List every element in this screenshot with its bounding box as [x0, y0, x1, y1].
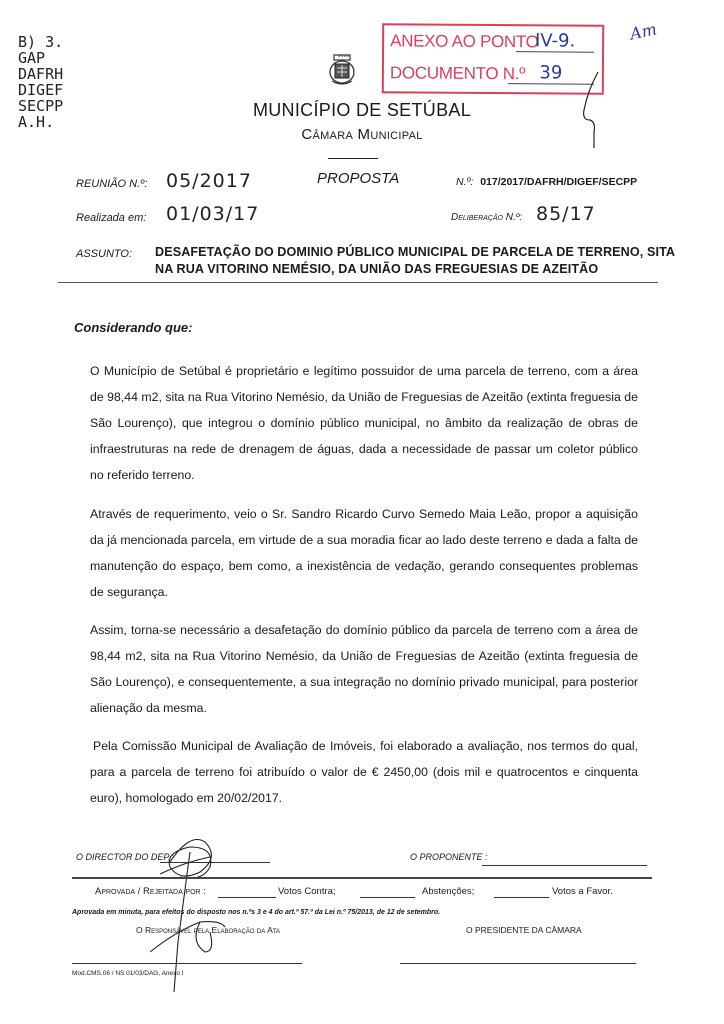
deliberation-value: 85/17 [536, 203, 596, 225]
stamp-annex-value: IV-9. [516, 30, 594, 53]
chamber-title-text: Câmara Municipal [301, 126, 423, 143]
deliberation-label: Deliberação N.º: [451, 212, 523, 223]
held-label: Realizada em: [76, 212, 147, 224]
stamp-annex-label: ANEXO AO PONTO [390, 31, 539, 52]
proponent-signature-line [482, 865, 647, 866]
form-code: Mod.CMS.06 / NS 01/03/DAG, Anexo I [72, 970, 184, 977]
minute-note: Aprovada em minuta, para efeitos do disposto nos n.ºs 3 e 4 do art.º 57.º da Lei n.º 75/2013, de 12 de setembro. [72, 909, 441, 916]
routing-line: DAFRH [18, 65, 64, 83]
considering-heading: Considerando que: [74, 320, 193, 335]
director-label: O DIRECTOR DO DEP.: [76, 852, 174, 862]
votes-against-label: Votos Contra; [278, 886, 336, 897]
subject-text [155, 244, 675, 278]
title-divider [328, 158, 378, 159]
president-signature-line [400, 963, 636, 964]
abstentions-label: Abstenções; [422, 886, 475, 897]
subject-line: NA RUA VITORINO NEMÉSIO, DA UNIÃO DAS FREGUESIAS DE AZEITÃO [155, 262, 599, 276]
proposal-number-value: 017/2017/DAFRH/DIGEF/SECPP [480, 176, 638, 188]
routing-line: B) 3. [18, 33, 64, 51]
meeting-value: 05/2017 [166, 170, 252, 192]
header-rule [58, 282, 658, 283]
stamp-document-value: 39 [508, 62, 594, 85]
routing-line: SECPP [18, 97, 64, 115]
president-label: O PRESIDENTE DA CÂMARA [466, 925, 582, 935]
paragraph: O Município de Setúbal é proprietário e legítimo possuidor de uma parcela de terreno, com a área de 98,44 m2, sita na Rua Vitorino Nemésio, da União de Freguesias de Azeitão (extinta freguesia de São Lourenço), que integrou o domínio público municipal, no âmbito da realização de obras de infraestruturas na rede de drenagem de águas, dada a necessidade de passar um coletor público no referido terreno. [90, 364, 638, 482]
votes-against-blank [360, 897, 415, 898]
routing-line: A.H. [18, 113, 55, 131]
paragraph: Assim, torna-se necessário a desafetação do domínio público da parcela de terreno com a área de 98,44 m2, sita na Rua Vitorino Nemésio, da União de Freguesias de Azeitão (extinta freguesia de São Lourenço), e consequentemente, a sua integração no domínio privado municipal, para posterior alienação da mesma. [90, 623, 638, 715]
approved-label: Aprovada / Rejeitada por : [95, 886, 206, 897]
subject-line: DESAFETAÇÃO DO DOMINIO PÚBLICO MUNICIPAL DE PARCELA DE TERRENO, SITA [155, 245, 676, 259]
votes-for-label: Votos a Favor. [552, 886, 613, 897]
proposal-number [456, 176, 637, 188]
coat-of-arms-icon [328, 54, 356, 86]
chamber-title [0, 126, 724, 143]
responsible-signature-line [72, 963, 302, 964]
municipality-title: MUNICÍPIO DE SETÚBAL [252, 100, 472, 120]
stamp-document-label: DOCUMENTO N.º [389, 63, 526, 84]
approved-blank [218, 897, 276, 898]
handwritten-initials: Am [628, 19, 659, 44]
annex-stamp [382, 23, 604, 95]
signature-divider [72, 877, 652, 879]
doc-type: PROPOSTA [317, 170, 400, 187]
routing-line: GAP [18, 49, 46, 67]
paragraph: Através de requerimento, veio o Sr. Sandro Ricardo Curvo Semedo Maia Leão, propor a aquisição da já mencionada parcela, em virtude de a sua moradia ficar ao lado deste terreno e dada a falta de manutenção do espaço, bem como, a inexistência de vedação, gerando consequentes problemas de segurança. [90, 507, 638, 599]
routing-line: DIGEF [18, 81, 64, 99]
subject-label: ASSUNTO: [76, 248, 133, 260]
held-value: 01/03/17 [166, 203, 260, 225]
abstentions-blank [494, 897, 549, 898]
proponent-label: O PROPONENTE : [410, 852, 488, 862]
proposal-number-label: N.º: [456, 176, 474, 188]
meeting-label: REUNIÃO N.º: [76, 178, 148, 190]
responsible-label: O Responsável pela Elaboração da Ata [136, 925, 281, 935]
paragraph: Pela Comissão Municipal de Avaliação de Imóveis, foi elaborado a avaliação, nos termos do qual, para a parcela de terreno foi atribuído o valor de € 2450,00 (dois mil e quatrocentos e cinquenta euro), homologado em 20/02/2017. [90, 739, 638, 805]
